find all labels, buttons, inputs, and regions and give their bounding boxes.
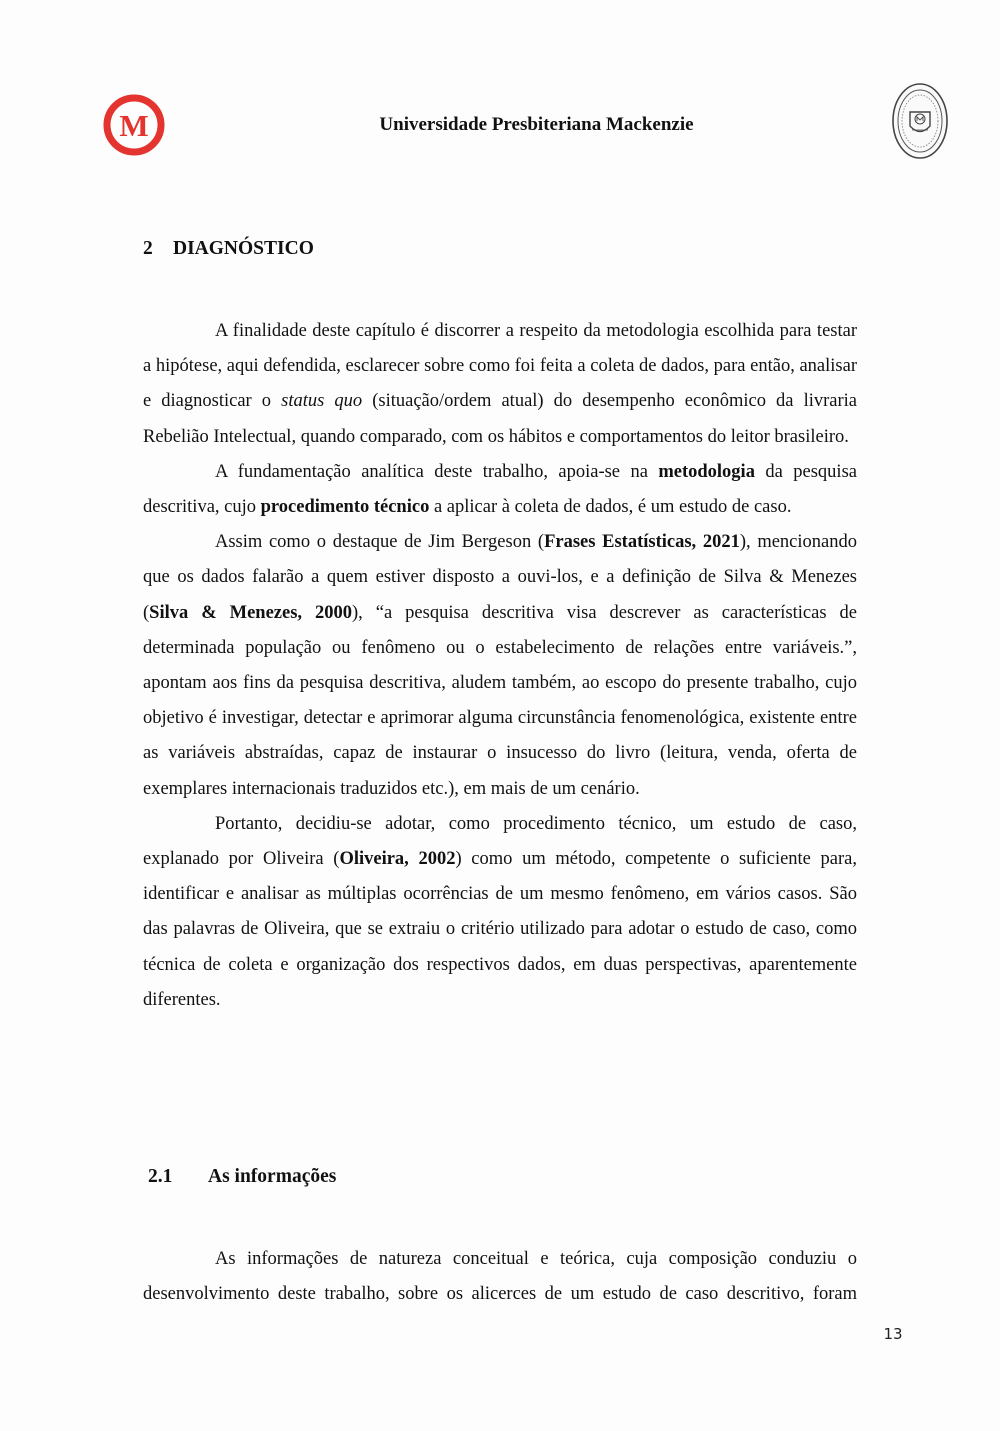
section-number: 2 (143, 238, 153, 259)
subsection-line-1: As informações de natureza conceitual e teórica, cuja composição conduziu o (215, 1249, 857, 1269)
section-heading (143, 238, 314, 260)
subsection-line-2: desenvolvimento deste trabalho, sobre os alicerces de um estudo de caso descritivo, foram (143, 1284, 857, 1305)
paragraph-1: A finalidade deste capítulo é discorrer a respeito da metodologia escolhida para testar a hipótese, aqui defendida, esclarecer sobre como foi feita a coleta de dados, para então, analisar e diagnosticar o status quo (situação/ordem atual) do desempenho econômico da livraria Rebelião Intelectual, quando comparado, com os hábitos e comportamentos do leitor brasileiro. (143, 321, 857, 447)
paragraph-4: Portanto, decidiu-se adotar, como procedimento técnico, um estudo de caso, explanado por Oliveira (Oliveira, 2002) como um método, competente o suficiente para, identificar e analisar as múltiplas ocorrências de um mesmo fenômeno, em vários casos. São das palavras de Oliveira, que se extraiu o critério utilizado para adotar o estudo de caso, como técnica de coleta e organização dos respectivos dados, em duas perspectivas, aparentemente diferentes. (143, 813, 858, 1010)
subsection-number: 2.1 (148, 1166, 173, 1187)
university-title: Universidade Presbiteriana Mackenzie (379, 114, 694, 135)
paragraph-2: A fundamentação analítica deste trabalho, apoia-se na metodologia da pesquisa descritiva, cujo procedimento técnico a aplicar à coleta de dados, é um estudo de caso. (143, 461, 857, 518)
logo-letter: M (119, 108, 149, 143)
bold-term: metodologia (658, 461, 755, 482)
subsection-heading (148, 1166, 336, 1188)
citation: Oliveira, 2002 (339, 849, 456, 870)
citation: Frases Estatísticas, 2021 (544, 532, 740, 553)
university-seal-icon (891, 82, 949, 160)
paragraph-3: Assim como o destaque de Jim Bergeson (Frases Estatísticas, 2021), mencionando que os dados falarão a quem estiver disposto a ouvi-los, e a definição de Silva & Menezes (Silva & Menezes, 2000), “a pesquisa descritiva visa descrever as características de determinada população ou fenômeno ou o estabelecimento de relações entre variáveis.”, apontam aos fins da pesquisa descritiva, aludem também, ao escopo do presente trabalho, cujo objetivo é investigar, detectar e aprimorar alguma circunstância fenomenológica, existente entre as variáveis abstraídas, capaz de instaurar o insucesso do livro (leitura, venda, oferta de exemplares internacionais traduzidos etc.), em mais de um cenário. (143, 532, 857, 799)
section-title: DIAGNÓSTICO (173, 238, 314, 259)
subsection-title: As informações (208, 1166, 337, 1187)
subsection-body (143, 1242, 857, 1312)
italic-term: status quo (281, 391, 363, 412)
page-number: 13 (883, 1325, 903, 1343)
citation: Silva & Menezes, 2000 (149, 602, 353, 623)
bold-term: procedimento técnico (260, 497, 430, 518)
body-text (143, 314, 857, 1018)
